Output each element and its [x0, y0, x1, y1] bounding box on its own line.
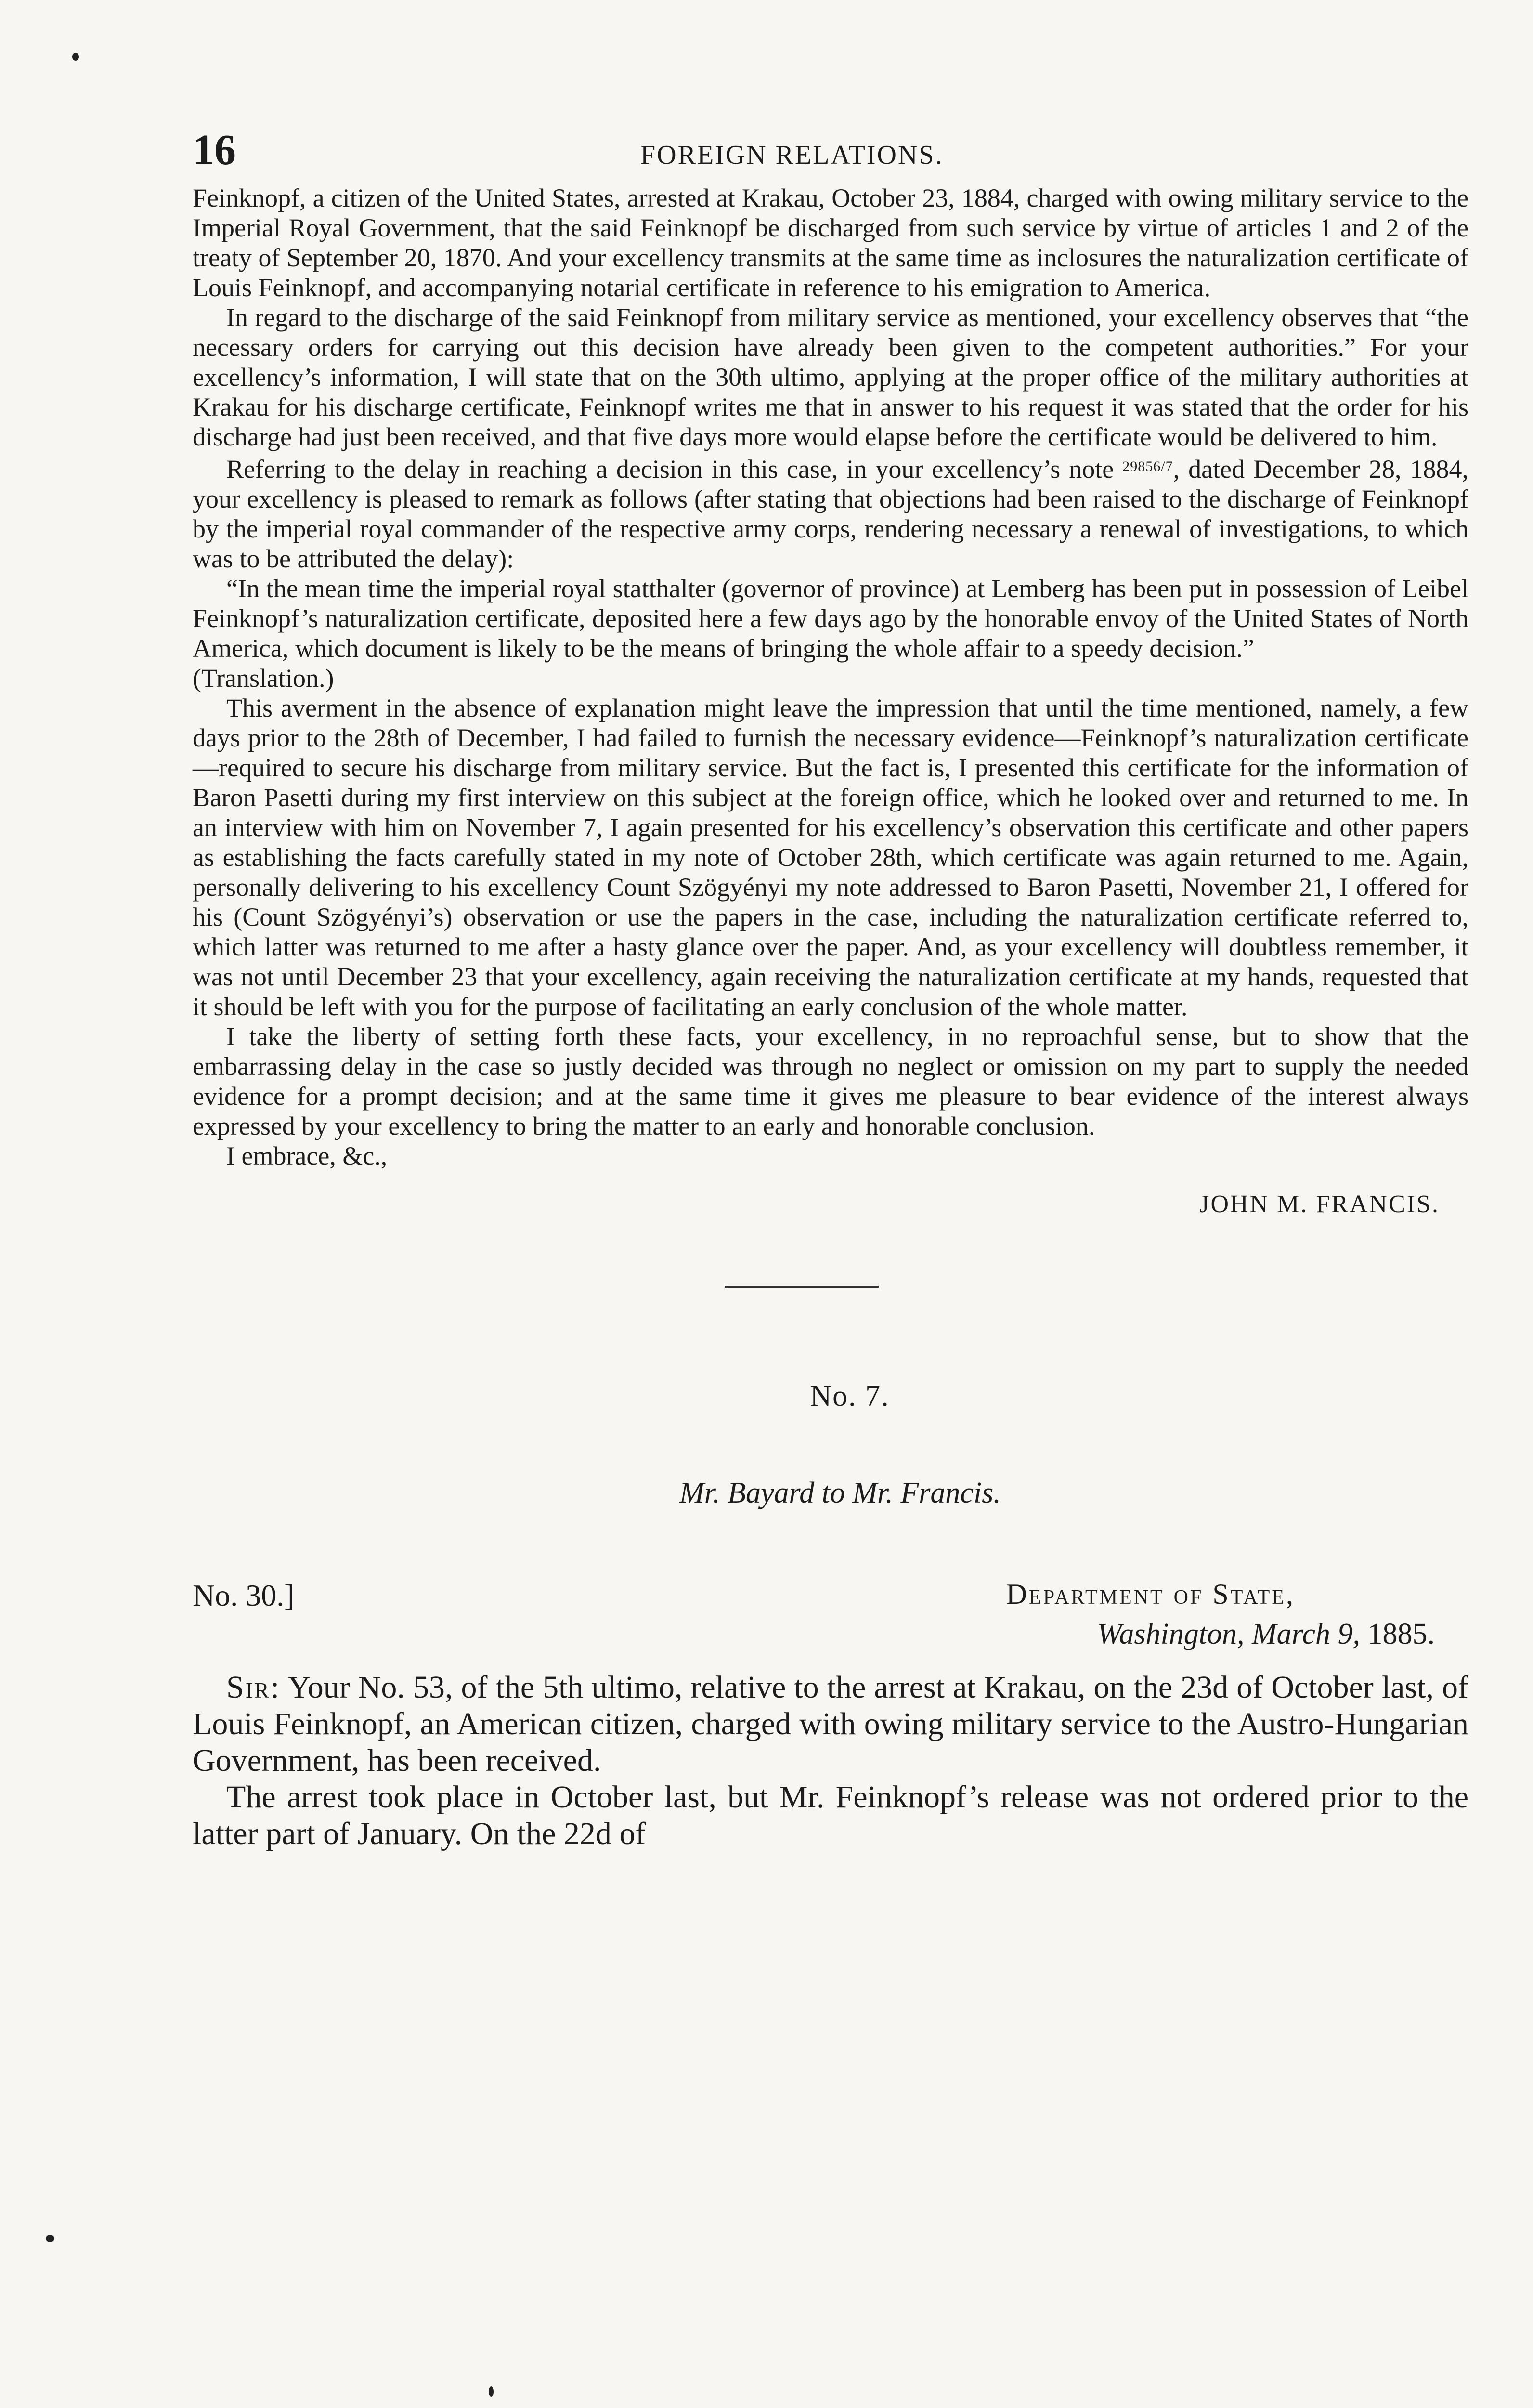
paragraph-text: Your No. 53, of the 5th ultimo, relative to the arrest at Krakau, on the 23d of October last, of Louis Feinknopf, an American citizen, charged with owing military service to the Austro-Hungarian Government, has been received. — [193, 1670, 1468, 1778]
closing: I embrace, &c., — [226, 1141, 388, 1170]
place-and-day: Washington, March 9, — [1097, 1618, 1360, 1650]
scan-speck — [489, 2386, 494, 2397]
year: 1885. — [1367, 1618, 1435, 1650]
document-title: Mr. Bayard to Mr. Francis. — [679, 1477, 1001, 1509]
scan-speck — [46, 2235, 54, 2242]
paragraph — [193, 1669, 1468, 1779]
quoted-passage: “In the mean time the imperial royal statthalter (governor of province) at Lemberg has been put in possession of Leibel Feinknopf’s naturalization certificate, deposited here a few days ago by the honorable envoy of the United States of North America, which document is likely to be the means of bringing the whole affair to a speedy decision.” — [193, 574, 1468, 663]
paragraph: The arrest took place in October last, but Mr. Feinknopf’s release was not ordered prior to the latter part of January. On the 22d of — [193, 1780, 1468, 1851]
scan-speck — [72, 53, 79, 61]
paragraph: This averment in the absence of explanation might leave the impression that until the time mentioned, namely, a few days prior to the 28th of December, I had failed to furnish the necessary evidence—Feinknopf’s naturalization certificate—required to secure his discharge from military service. But the fact is, I presented this certificate for the information of Baron Pasetti during my first interview on this subject at the foreign office, which he looked over and returned to me. In an interview with him on November 7, I again presented for his excellency’s observation this certificate and other papers as establishing the facts carefully stated in my note of October 28th, which certificate was again returned to me. Again, personally delivering to his excellency Count Szögyényi my note addressed to Baron Pasetti, November 21, I offered for his (Count Szögyényi’s) observation or use the papers in the case, including the naturalization certificate referred to, which latter was returned to me after a hasty glance over the paper. And, as your excellency will doubtless remember, it was not until December 23 that your excellency, again receiving the naturalization certificate at my hands, requested that it should be left with you for the purpose of facilitating an early conclusion of the whole matter. — [193, 694, 1468, 1021]
page-number: 16 — [193, 126, 236, 174]
document-number: No. 7. — [810, 1380, 890, 1413]
translation-note: (Translation.) — [193, 664, 334, 693]
despatch-number: No. 30.] — [193, 1578, 295, 1612]
paragraph: In regard to the discharge of the said Feinknopf from military service as mentioned, your excellency observes that “the necessary orders for carrying out this decision have already been given to the competent authorities.” For your excellency’s information, I will state that on the 30th ultimo, applying at the proper office of the military authorities at Krakau for his discharge certificate, Feinknopf writes me that in answer to his request it was stated that the order for his discharge had just been received, and that five days more would elapse before the certificate would be delivered to him. — [193, 303, 1468, 451]
paragraph — [193, 452, 1468, 574]
section-divider — [725, 1286, 879, 1288]
place-date — [1097, 1617, 1435, 1651]
page-header — [193, 125, 1468, 183]
running-title: FOREIGN RELATIONS. — [640, 140, 944, 170]
signature: JOHN M. FRANCIS. — [1199, 1191, 1440, 1218]
paragraph: I take the liberty of setting forth these facts, your excellency, in no reproachful sense, but to show that the embarrassing delay in the case so justly decided was through no neglect or omission on my part to supply the needed evidence for a prompt decision; and at the same time it gives me pleasure to bear evidence of the interest always expressed by your excellency to bring the matter to an early and honorable conclusion. — [193, 1022, 1468, 1140]
paragraph: Feinknopf, a citizen of the United States, arrested at Krakau, October 23, 1884, charged with owing military service to the Imperial Royal Government, that the said Feinknopf be discharged from such service by virtue of articles 1 and 2 of the treaty of September 20, 1870. And your excellency transmits at the same time as inclosures the naturalization certificate of Louis Feinknopf, and accompanying notarial certificate in reference to his emigration to America. — [193, 183, 1468, 302]
note-text-before: Referring to the delay in reaching a decision in this case, in your excellency’s note — [226, 455, 1123, 484]
note-text-after: , dated December 28, 1884, your excellency is pleased to remark as follows (after stating that objections had been raised to the discharge of Feinknopf by the imperial royal commander of the respective army corps, rendering necessary a renewal of investigations, to which was to be attributed the delay): — [193, 455, 1469, 573]
document-page — [193, 125, 1468, 1852]
note-number-fraction: 29856/7 — [1122, 458, 1173, 474]
letter-heading — [193, 1578, 1468, 1669]
department-name: Department of State, — [1006, 1578, 1295, 1610]
salutation: Sir: — [226, 1670, 281, 1705]
